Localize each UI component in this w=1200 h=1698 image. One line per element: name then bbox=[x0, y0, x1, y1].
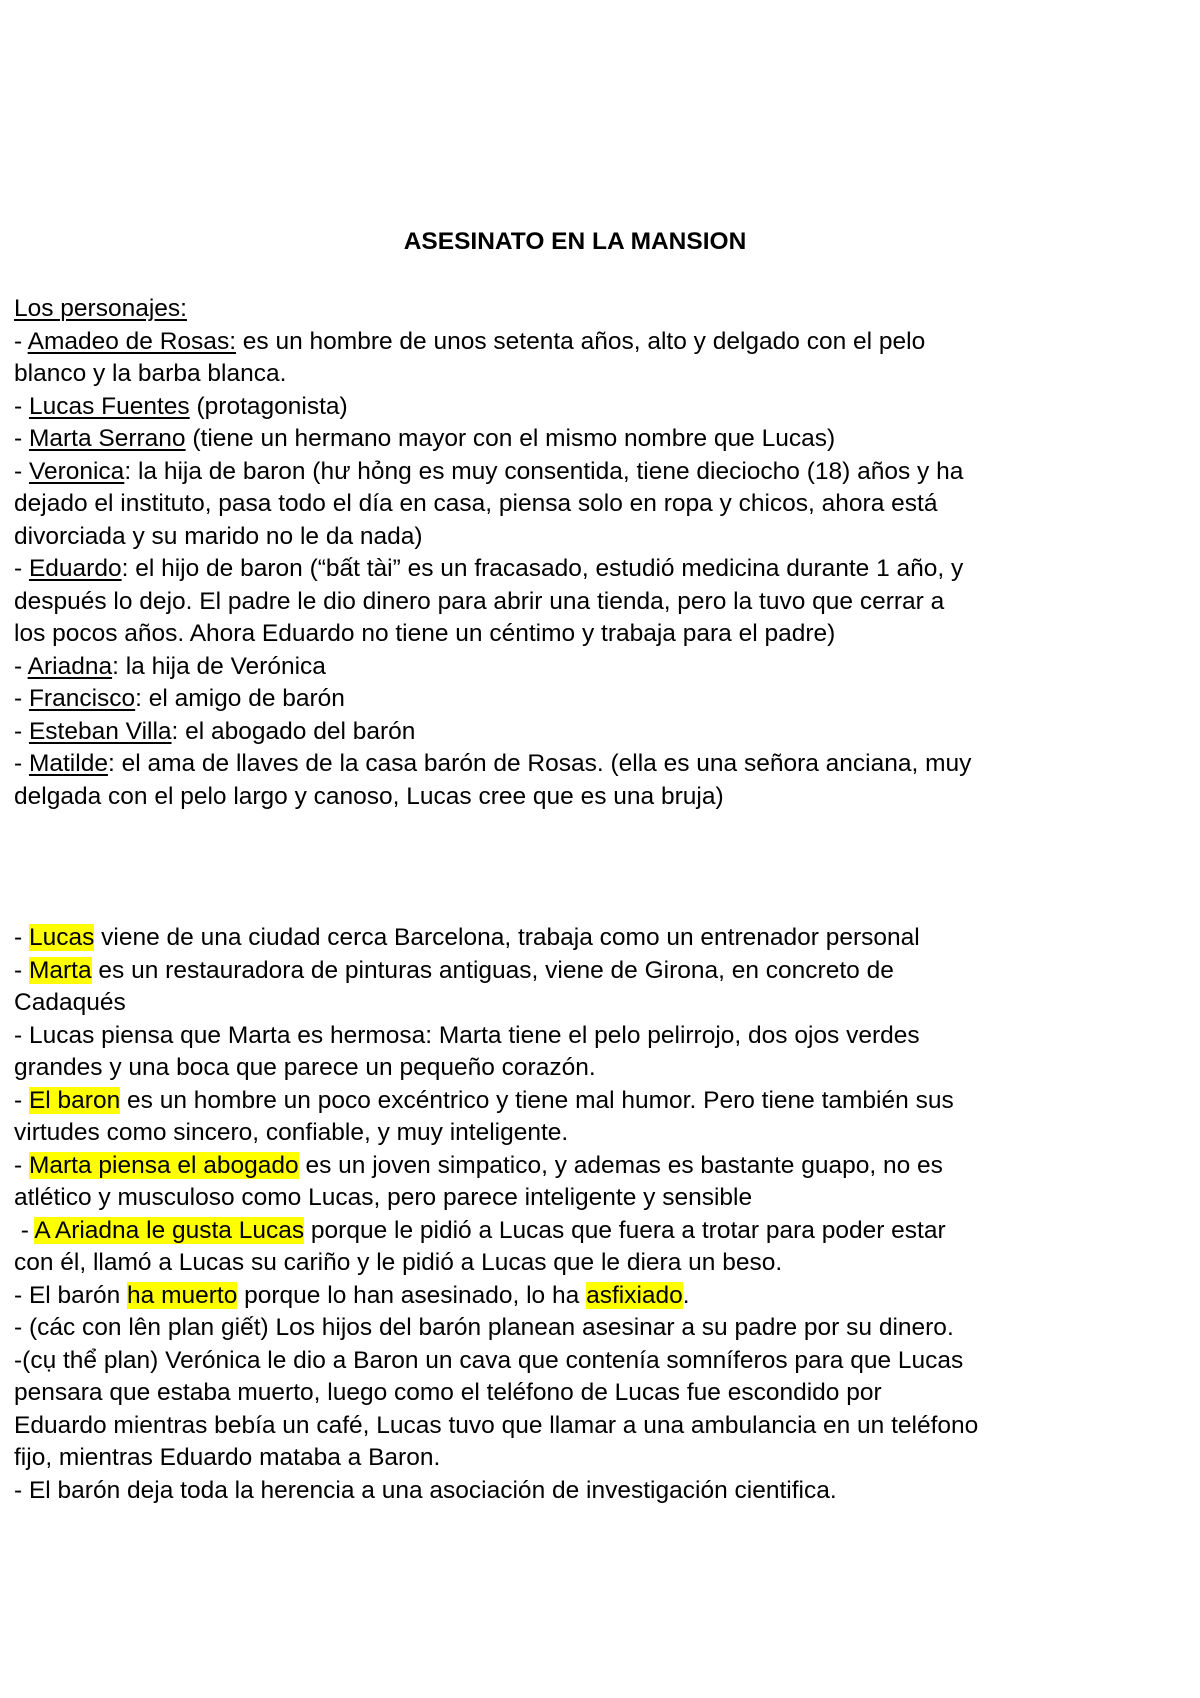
character-name: Francisco bbox=[28, 685, 136, 712]
entry-prefix: - bbox=[14, 717, 29, 745]
character-name: Marta Serrano bbox=[28, 425, 186, 452]
character-entry bbox=[14, 423, 1184, 456]
character-name: Veronica bbox=[28, 457, 125, 485]
fact-line bbox=[14, 1150, 1184, 1183]
highlighted-text: ha muerto bbox=[127, 1281, 238, 1309]
fact-line bbox=[14, 922, 1184, 955]
character-entry-continuation: dejado el instituto, pasa todo el día en casa, piensa solo en ropa y chicos, ahora está bbox=[14, 490, 938, 517]
character-entry-continuation: delgada con el pelo largo y canoso, Lucas cree que es una bruja) bbox=[14, 782, 724, 810]
fact-line-continuation: pensara que estaba muerto, luego como el teléfono de Lucas fue escondido por bbox=[14, 1379, 882, 1406]
fact-line-continuation: atlético y musculoso como Lucas, pero parece inteligente y sensible bbox=[14, 1184, 753, 1211]
character-name: Eduardo bbox=[28, 555, 122, 582]
fact-text: viene de una ciudad cerca Barcelona, trabaja como un entrenador personal bbox=[94, 924, 920, 951]
character-entry bbox=[14, 326, 1184, 359]
fact-text: porque le pidió a Lucas que fuera a trotar para poder estar bbox=[304, 1216, 946, 1244]
character-description: : el hijo de baron (“bất tài” es un fracasado, estudió medicina durante 1 año, y bbox=[121, 555, 964, 582]
character-name: Ariadna bbox=[27, 652, 113, 680]
character-name: Esteban Villa bbox=[28, 717, 172, 745]
highlighted-text: El baron bbox=[28, 1086, 121, 1114]
character-description: : el ama de llaves de la casa barón de Rosas. (ella es una señora anciana, muy bbox=[107, 750, 972, 777]
character-entry bbox=[14, 456, 1184, 489]
character-entry bbox=[14, 553, 1184, 586]
fact-line-continuation: con él, llamó a Lucas su cariño y le pidió a Lucas que le diera un beso. bbox=[14, 1249, 783, 1276]
fact-line-continuation: grandes y una boca que parece un pequeño corazón. bbox=[14, 1054, 596, 1081]
character-entry bbox=[14, 391, 1184, 424]
character-entry bbox=[14, 651, 1184, 684]
highlighted-text: Marta piensa el abogado bbox=[28, 1151, 299, 1179]
character-description: (protagonista) bbox=[189, 392, 348, 420]
character-name: Matilde bbox=[28, 750, 108, 777]
fact-text: - bbox=[14, 1086, 29, 1114]
highlighted-text: asfixiado bbox=[586, 1281, 683, 1309]
fact-line-continuation: Eduardo mientras bebía un café, Lucas tuvo que llamar a una ambulancia en un teléfono bbox=[14, 1411, 979, 1439]
fact-text: . bbox=[682, 1281, 690, 1309]
fact-text: es un restauradora de pinturas antiguas, viene de Girona, en concreto de bbox=[91, 956, 894, 984]
document-title: ASESINATO EN LA MANSION bbox=[403, 228, 747, 255]
character-name: Amadeo de Rosas: bbox=[27, 327, 236, 355]
fact-text: - El barón bbox=[14, 1281, 128, 1309]
character-entry-continuation: después lo dejo. El padre le dio dinero para abrir una tienda, pero la tuvo que cerrar a bbox=[14, 587, 945, 615]
fact-line-continuation: fijo, mientras Eduardo mataba a Baron. bbox=[14, 1444, 441, 1471]
fact-line bbox=[14, 1215, 1184, 1248]
character-description: : el abogado del barón bbox=[171, 717, 416, 745]
character-entry-continuation: los pocos años. Ahora Eduardo no tiene un céntimo y trabaja para el padre) bbox=[14, 620, 836, 647]
character-description: (tiene un hermano mayor con el mismo nombre que Lucas) bbox=[185, 425, 836, 452]
character-name: Lucas Fuentes bbox=[28, 392, 190, 420]
fact-line bbox=[14, 1085, 1184, 1118]
fact-line: - El barón deja toda la herencia a una asociación de investigación cientifica. bbox=[14, 1476, 837, 1504]
characters-heading bbox=[14, 293, 1184, 326]
character-description: : el amigo de barón bbox=[135, 685, 345, 712]
characters-heading-text: Los personajes: bbox=[14, 295, 187, 322]
entry-prefix: - bbox=[14, 392, 29, 420]
fact-text: - bbox=[14, 924, 29, 951]
fact-text: - bbox=[14, 956, 29, 984]
entry-prefix: - bbox=[14, 457, 29, 485]
fact-line bbox=[14, 1280, 1184, 1313]
highlighted-text: Lucas bbox=[28, 924, 95, 951]
character-entry bbox=[14, 716, 1184, 749]
entry-prefix: - bbox=[14, 327, 28, 355]
character-entry bbox=[14, 748, 1184, 781]
characters-section bbox=[14, 293, 1184, 813]
entry-prefix: - bbox=[14, 555, 29, 582]
character-entry-continuation: divorciada y su marido no le da nada) bbox=[14, 522, 423, 550]
entry-prefix: - bbox=[14, 685, 29, 712]
fact-text: - bbox=[14, 1216, 35, 1244]
entry-prefix: - bbox=[14, 652, 28, 680]
fact-line bbox=[14, 955, 1184, 988]
fact-line: - Lucas piensa que Marta es hermosa: Marta tiene el pelo pelirrojo, dos ojos verdes bbox=[14, 1021, 920, 1049]
entry-prefix: - bbox=[14, 750, 29, 777]
entry-prefix: - bbox=[14, 425, 29, 452]
fact-text: es un hombre un poco excéntrico y tiene mal humor. Pero tiene también sus bbox=[120, 1086, 954, 1114]
character-description: : la hija de baron (hư hỏng es muy consentida, tiene dieciocho (18) años y ha bbox=[124, 457, 964, 485]
highlighted-text: A Ariadna le gusta Lucas bbox=[34, 1216, 305, 1244]
fact-line: - (các con lên plan giết) Los hijos del barón planean asesinar a su padre por su dinero. bbox=[14, 1314, 954, 1341]
fact-line-continuation: virtudes como sincero, confiable, y muy inteligente. bbox=[14, 1119, 569, 1146]
fact-text: es un joven simpatico, y ademas es bastante guapo, no es bbox=[298, 1151, 943, 1179]
character-entry bbox=[14, 683, 1184, 716]
character-description: es un hombre de unos setenta años, alto y delgado con el pelo bbox=[236, 327, 926, 355]
character-description: : la hija de Verónica bbox=[112, 652, 326, 680]
highlighted-text: Marta bbox=[28, 956, 92, 984]
fact-text: porque lo han asesinado, lo ha bbox=[237, 1281, 587, 1309]
fact-line-continuation: Cadaqués bbox=[14, 989, 126, 1016]
fact-text: - bbox=[14, 1151, 29, 1179]
character-entry-continuation: blanco y la barba blanca. bbox=[14, 360, 287, 387]
facts-section bbox=[14, 922, 1184, 1507]
fact-line: -(cụ thể plan) Verónica le dio a Baron un cava que contenía somníferos para que Lucas bbox=[14, 1346, 964, 1374]
